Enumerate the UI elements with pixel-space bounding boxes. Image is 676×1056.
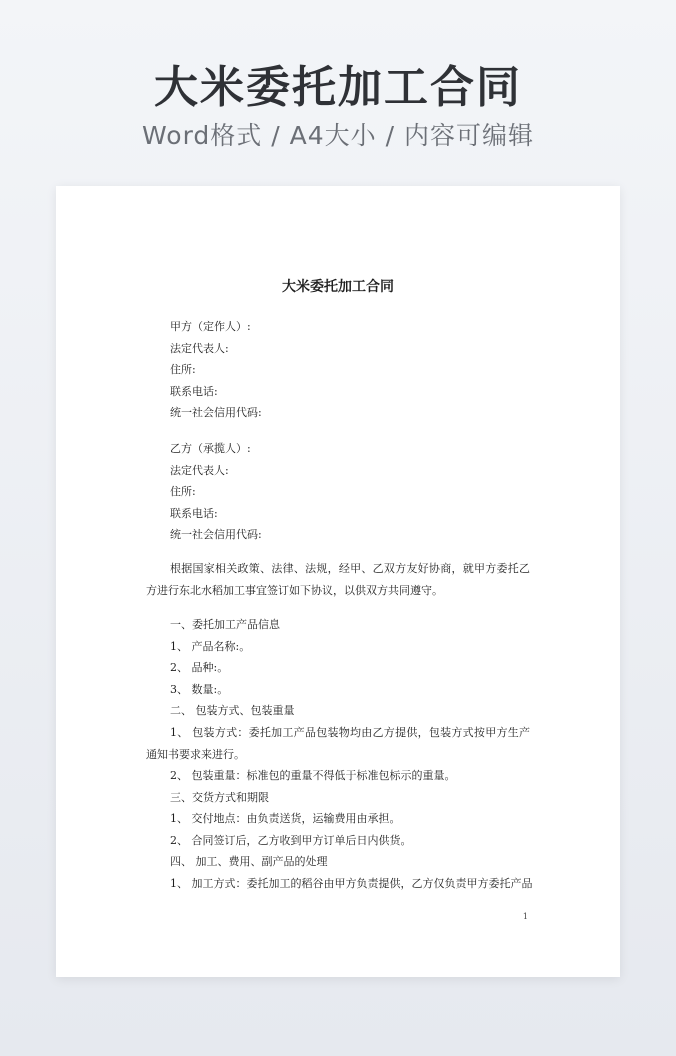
document-title: 大米委托加工合同 (282, 279, 394, 295)
party-a-representative: 法定代表人: (170, 341, 229, 355)
party-b-credit-code: 统一社会信用代码: (170, 528, 262, 542)
list-item: 1、 包装方式：委托加工产品包装物均由乙方提供，包装方式按甲方生产通知书要求来进行。 (146, 725, 530, 761)
party-a-block (146, 316, 530, 424)
list-item: 1、 交付地点：由负责送货，运输费用由承担。 (170, 812, 401, 826)
party-b-address: 住所: (170, 485, 196, 499)
list-item: 1、 产品名称:。 (170, 639, 251, 653)
party-a-name: 甲方（定作人）: (170, 320, 251, 333)
party-b-name: 乙方（承揽人）: (170, 441, 251, 455)
page-number: 1 (522, 912, 528, 921)
banner-subtitle: Word格式 / A4大小 / 内容可编辑 (142, 121, 534, 150)
section-heading: 二、 包装方式、包装重量 (170, 704, 295, 718)
section-heading: 三、交货方式和期限 (170, 790, 269, 804)
document-body (146, 276, 533, 895)
list-item: 3、 数量:。 (170, 682, 229, 696)
list-item: 1、 加工方式：委托加工的稻谷由甲方负责提供，乙方仅负责甲方委托产品 (170, 877, 533, 891)
party-a-credit-code: 统一社会信用代码: (170, 406, 262, 420)
party-b-representative: 法定代表人: (170, 463, 229, 477)
list-item: 2、 合同签订后，乙方收到甲方订单后日内供货。 (170, 833, 412, 847)
document-page (56, 186, 620, 977)
section-heading: 四、 加工、费用、副产品的处理 (170, 855, 328, 869)
contract-sections (146, 614, 533, 895)
party-b-phone: 联系电话: (170, 506, 218, 520)
party-b-block (146, 438, 530, 546)
spacer (146, 602, 530, 614)
intro-paragraph: 根据国家相关政策、法律、法规，经甲、乙双方友好协商，就甲方委托乙方进行东北水稻加工事宜签订如下协议，以供双方共同遵守。 (146, 561, 530, 597)
list-item: 2、 品种:。 (170, 661, 229, 675)
list-item: 2、 包装重量：标准包的重量不得低于标准包标示的重量。 (170, 769, 456, 783)
party-a-address: 住所: (170, 363, 196, 377)
spacer (146, 424, 530, 438)
section-heading: 一、委托加工产品信息 (170, 617, 280, 631)
banner-title: 大米委托加工合同 (154, 62, 522, 113)
party-a-phone: 联系电话: (170, 384, 218, 398)
